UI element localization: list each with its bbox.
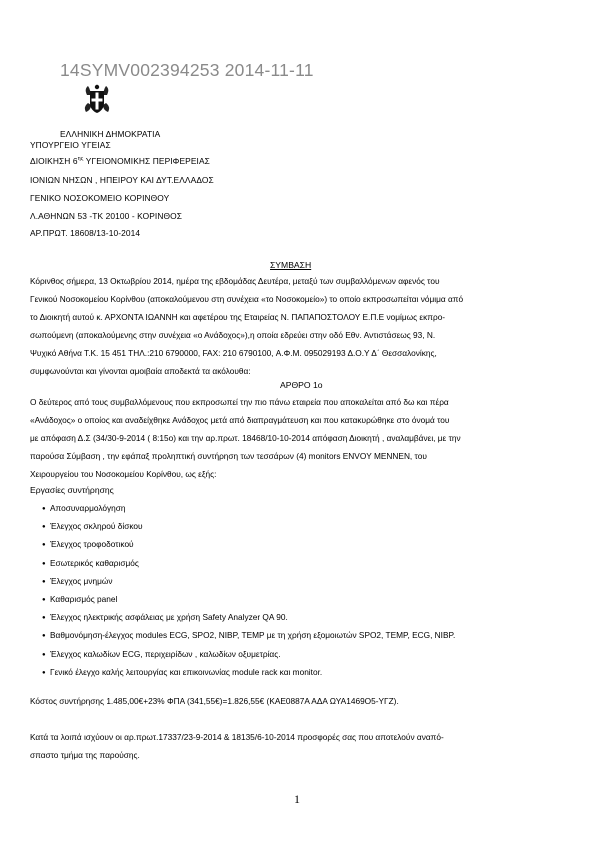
bullet-icon: ●: [42, 578, 46, 585]
text-line: σπαστο τμήμα της παρούσης.: [30, 750, 140, 760]
bullet-icon: ●: [42, 669, 46, 676]
header-administration: ΔΙΟΙΚΗΣΗ $6^{\eta\varsigma}$ ΥΓΕΙΟΝΟΜΙΚΗΣ ΠΕΡΙΦΕΡΕΙΑΣ: [30, 156, 210, 166]
header-ministry: ΥΠΟΥΡΓΕΙΟ ΥΓΕΙΑΣ: [30, 140, 111, 150]
list-item: ● Έλεγχος καλωδίων ECG, περιχειρίδων , καλωδίων οξυμετρίας.: [42, 645, 455, 663]
page-number: 1: [294, 792, 300, 806]
bullet-icon: ●: [42, 524, 46, 531]
text-line: «Ανάδοχος» ο οποίος και αναδείχθηκε Ανάδοχος μετά από διαπραγμάτευση και που κατακυρώθηκε στο όνομά του: [30, 415, 450, 425]
text-line: σωπούμενη (αποκαλούμενης στην συνέχεια «ο Ανάδοχος»),η οποία εδρεύει στην οδό Εθν. Αντιστάσεως 93, Ν.: [30, 330, 436, 340]
text-line: Κόρινθος σήμερα, 13 Οκτωβρίου 2014, ημέρα της εβδομάδας Δευτέρα, μεταξύ των συμβαλλόμενων αφενός του: [30, 276, 440, 286]
article-title: ΑΡΘΡΟ 1ο: [280, 380, 323, 390]
closing-paragraph: [30, 728, 564, 764]
text-line: Κατά τα λοιπά ισχύουν οι αρ.πρωτ.17337/23-9-2014 & 18135/6-10-2014 προσφορές σας που αποτελούν αναπό-: [30, 732, 444, 742]
header-address: Λ.ΑΘΗΝΩΝ 53 -ΤΚ 20100 - ΚΟΡΙΝΘΟΣ: [30, 211, 182, 221]
text-line: συμφωνούνται και γίνονται αμοιβαία αποδεκτά τα ακόλουθα:: [30, 366, 251, 376]
list-item: ● Έλεγχος ηλεκτρικής ασφάλειας με χρήση Safety Analyzer QA 90.: [42, 608, 455, 626]
list-item: ● Εσωτερικός καθαρισμός: [42, 554, 455, 572]
bullet-icon: ●: [42, 506, 46, 512]
list-item: ● Βαθμονόμηση-έλεγχος modules ECG, SPO2, NIBP, TEMP με τη χρήση εξομοιωτών SPO2, TEMP, ECG, NIBP.: [42, 626, 455, 644]
bullet-icon: ●: [42, 542, 46, 549]
document-title: ΣΥΜΒΑΣΗ: [270, 260, 312, 270]
bullet-icon: ●: [42, 596, 46, 603]
header-region: ΙΟΝΙΩΝ ΝΗΣΩΝ , ΗΠΕΙΡΟΥ ΚΑΙ ΔΥΤ.ΕΛΛΑΔΟΣ: [30, 175, 214, 185]
document-id-watermark: 14SYMV002394253 2014-11-11: [60, 60, 314, 80]
list-item: ● Έλεγχος σκληρού δίσκου: [42, 517, 455, 535]
list-item: ● Καθαρισμός panel: [42, 590, 455, 608]
text-line: Ο δεύτερος από τους συμβαλλόμενους που εκπροσωπεί την πιο πάνω εταιρεία που αποκαλείται από δω και πέρα: [30, 397, 449, 407]
header-hospital: ΓΕΝΙΚΟ ΝΟΣΟΚΟΜΕΙΟ ΚΟΡΙΝΘΟΥ: [30, 193, 170, 203]
tasks-heading: Εργασίες συντήρησης: [30, 485, 114, 495]
list-item: ● Γενικό έλεγχο καλής λειτουργίας και επικοινωνίας module rack και monitor.: [42, 663, 455, 681]
text-line: παρούσα Σύμβαση , την εφάπαξ προληπτική συντήρηση των τεσσάρων (4) monitors ENVOY MENNEN, του: [30, 451, 427, 461]
bullet-icon: ●: [42, 615, 46, 622]
list-item: ● Έλεγχος τροφοδοτικού: [42, 535, 455, 553]
header-republic: ΕΛΛΗΝΙΚΗ ΔΗΜΟΚΡΑΤΙΑ: [60, 129, 161, 139]
article-paragraph: [30, 393, 564, 483]
text-line: Χειρουργείου του Νοσοκομείου Κορίνθου, ως εξής:: [30, 469, 217, 479]
greek-emblem-icon: [82, 83, 112, 115]
header-protocol-number: ΑΡ.ΠΡΩΤ. 18608/13-10-2014: [30, 228, 141, 238]
list-item: ● Αποσυναρμολόγηση: [42, 499, 455, 517]
bullet-icon: ●: [42, 651, 46, 658]
intro-paragraph: [30, 272, 564, 380]
list-item: ● Έλεγχος μνημών: [42, 572, 455, 590]
text-line: Ψυχικό Αθήνα Τ.Κ. 15 451 ΤΗΛ.:210 6790000, FAX: 210 6790100, Α.Φ.Μ. 095029193 Δ.Ο.Υ Δ΄ Θεσσαλονίκης,: [30, 348, 437, 358]
text-line: με απόφαση Δ.Σ (34/30-9-2014 ( 8:15ο) και την αρ.πρωτ. 18468/10-10-2014 απόφαση Διοικητή , αναλαμβάνει, με την: [30, 433, 461, 443]
maintenance-cost: Κόστος συντήρησης 1.485,00€+23% ΦΠΑ (341,55€)=1.826,55€ (ΚΑΕ0887Α ΑΔΑ ΩΥΑ1469Ο5-ΥΓΖ).: [30, 696, 399, 706]
maintenance-task-list: [42, 499, 455, 681]
text-line: Γενικού Νοσοκομείου Κορίνθου (αποκαλούμενου στη συνέχεια «το Νοσοκομείο») το οποίο εκπροσωπείται νόμιμα από: [30, 294, 464, 304]
bullet-icon: ●: [42, 633, 46, 640]
text-line: το Διοικητή αυτού κ. ΑΡΧΟΝΤΑ ΙΩΑΝΝΗ και αφετέρου της Εταιρείας Ν. ΠΑΠΑΠΟΣΤΟΛΟΥ Ε.Π.Ε νομίμως εκπρο-: [30, 312, 446, 322]
bullet-icon: ●: [42, 560, 46, 567]
